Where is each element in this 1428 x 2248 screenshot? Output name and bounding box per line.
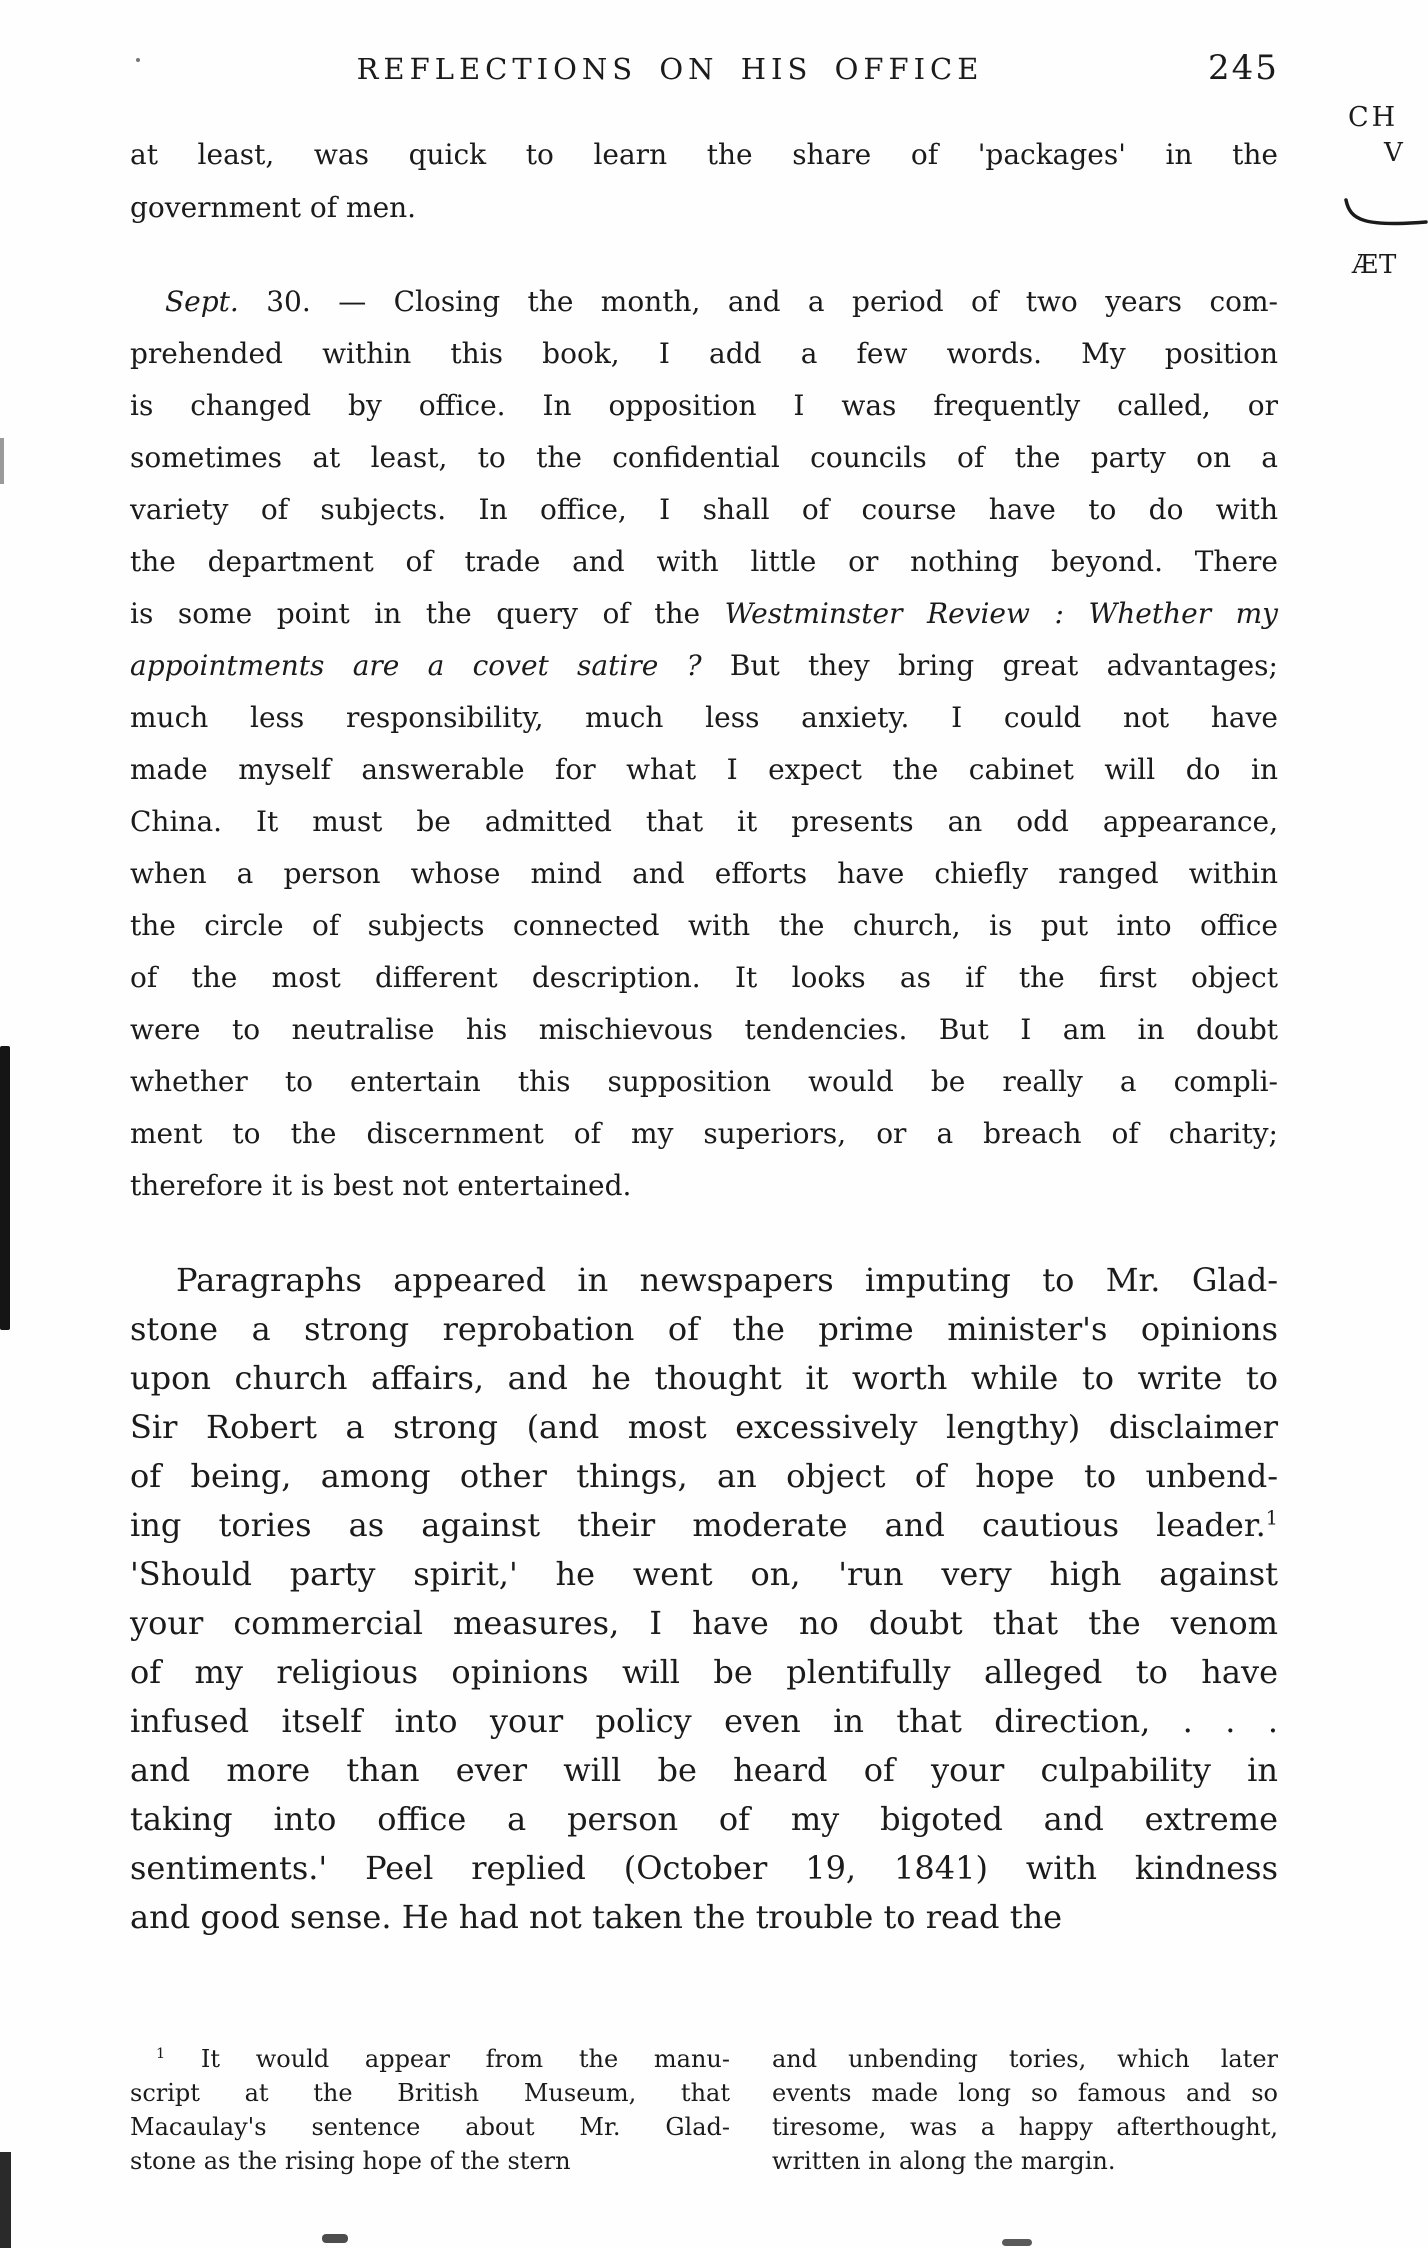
text-line — [130, 1697, 1278, 1746]
scan-artifact — [1002, 2239, 1032, 2246]
text-segment: sometimes at least, to the confidential councils of the party on a — [130, 441, 1278, 474]
text-segment: of the most different description. It looks as if the first object — [130, 961, 1278, 994]
text-line — [130, 900, 1278, 952]
margin-note-aetat: ÆT — [1352, 250, 1398, 280]
text-segment: Macaulay's sentence about Mr. Glad- — [130, 2113, 730, 2141]
text-segment: made myself answerable for what I expect the cabinet will do in — [130, 753, 1278, 786]
text-segment: stone a strong reprobation of the prime minister's opinions — [130, 1310, 1278, 1348]
text-line — [130, 1160, 1278, 1212]
text-segment: and unbending tories, which later — [772, 2045, 1278, 2073]
text-line — [130, 1550, 1278, 1599]
italic-text: Westminster Review : Whether my — [724, 597, 1279, 630]
text-line — [130, 484, 1278, 536]
text-segment: sentiments.' Peel replied (October 19, 1841) with kindness — [130, 1849, 1278, 1887]
text-segment: script at the British Museum, that — [130, 2079, 730, 2107]
scan-artifact — [0, 2152, 11, 2248]
text-line — [130, 1893, 1278, 1942]
text-segment: and good sense. He had not taken the trouble to read the — [130, 1898, 1063, 1936]
text-line — [130, 1354, 1278, 1403]
paragraph-diary-continuation — [130, 128, 1278, 234]
text-segment: 'Should party spirit,' he went on, 'run very high against — [130, 1555, 1278, 1593]
text-segment: taking into office a person of my bigoted and extreme — [130, 1800, 1278, 1838]
text-line — [130, 181, 1278, 234]
text-segment: is some point in the query of the — [130, 597, 725, 630]
text-segment: infused itself into your policy even in that direction, . . . — [130, 1702, 1278, 1740]
text-line — [130, 1452, 1278, 1501]
text-segment: ment to the discernment of my superiors, or a breach of charity; — [130, 1117, 1278, 1150]
text-line — [130, 640, 1278, 692]
text-line — [130, 1056, 1278, 1108]
text-line — [130, 1403, 1278, 1452]
text-segment: variety of subjects. In office, I shall of course have to do with — [130, 493, 1278, 526]
text-line — [130, 276, 1278, 328]
text-segment: of my religious opinions will be plentifully alleged to have — [130, 1653, 1278, 1691]
margin-note-chapter-numeral: V — [1384, 138, 1403, 168]
text-line — [130, 1648, 1278, 1697]
text-segment: written in along the margin. — [772, 2147, 1116, 2175]
text-line — [772, 2144, 1278, 2178]
text-line — [130, 536, 1278, 588]
scan-artifact — [0, 438, 4, 484]
text-segment: is changed by office. In opposition I was frequently called, or — [130, 389, 1278, 422]
text-line — [130, 1599, 1278, 1648]
text-segment: prehended within this book, I add a few words. My position — [130, 337, 1278, 370]
text-segment: Sir Robert a strong (and most excessively lengthy) disclaimer — [130, 1408, 1278, 1446]
text-segment: the circle of subjects connected with the church, is put into office — [130, 909, 1278, 942]
text-line — [130, 952, 1278, 1004]
text-line — [130, 588, 1278, 640]
footnote-column-left — [130, 2042, 730, 2178]
italic-text: Sept. — [165, 285, 239, 318]
text-segment: whether to entertain this supposition would be really a compli- — [130, 1065, 1278, 1098]
text-line — [772, 2042, 1278, 2076]
text-segment: your commercial measures, I have no doubt that the venom — [130, 1604, 1278, 1642]
text-segment: of being, among other things, an object of hope to unbend- — [130, 1457, 1278, 1495]
text-line — [130, 692, 1278, 744]
text-segment: were to neutralise his mischievous tendencies. But I am in doubt — [130, 1013, 1278, 1046]
text-segment: It would appear from the manu- — [165, 2045, 730, 2073]
text-line — [130, 1305, 1278, 1354]
text-line — [130, 380, 1278, 432]
text-line — [772, 2076, 1278, 2110]
text-segment: 30. — Closing the month, and a period of two years com- — [238, 285, 1278, 318]
text-line — [130, 328, 1278, 380]
paragraph-narrative — [130, 1256, 1278, 1942]
text-segment: government of men. — [130, 191, 417, 224]
text-segment: upon church affairs, and he thought it worth while to write to — [130, 1359, 1278, 1397]
text-segment: when a person whose mind and efforts have chiefly ranged within — [130, 857, 1278, 890]
footnote-ref: 1 — [1265, 1506, 1278, 1530]
text-line — [130, 1501, 1278, 1550]
text-line — [130, 128, 1278, 181]
running-title: REFLECTIONS ON HIS OFFICE — [356, 52, 984, 86]
italic-text: appointments are a covet satire ? — [130, 649, 702, 682]
text-line — [130, 2144, 730, 2178]
text-segment: therefore it is best not entertained. — [130, 1169, 632, 1202]
text-line — [130, 1844, 1278, 1893]
text-line — [130, 744, 1278, 796]
text-line — [772, 2110, 1278, 2144]
text-segment: events made long so famous and so — [772, 2079, 1278, 2107]
text-line — [130, 432, 1278, 484]
text-line — [130, 1004, 1278, 1056]
text-segment: Paragraphs appeared in newspapers imputing to Mr. Glad- — [176, 1261, 1278, 1299]
text-line — [130, 2110, 730, 2144]
text-line — [130, 1746, 1278, 1795]
text-segment: China. It must be admitted that it presents an odd appearance, — [130, 805, 1278, 838]
text-line — [130, 796, 1278, 848]
text-line — [130, 1108, 1278, 1160]
footnote-section — [130, 2042, 1278, 2178]
text-line — [130, 848, 1278, 900]
brace-flourish-icon — [1342, 196, 1428, 244]
text-segment: stone as the rising hope of the stern — [130, 2147, 571, 2175]
text-segment: the department of trade and with little or nothing beyond. There — [130, 545, 1278, 578]
text-line — [130, 1795, 1278, 1844]
footnote-ref: 1 — [156, 2046, 166, 2062]
text-segment: and more than ever will be heard of your culpability in — [130, 1751, 1278, 1789]
margin-note-chapter-abbrev: CH — [1348, 102, 1399, 133]
text-line — [130, 1256, 1278, 1305]
paragraph-diary-entry — [130, 276, 1278, 1212]
text-segment: But they bring great advantages; — [701, 649, 1278, 682]
scan-artifact — [322, 2234, 348, 2243]
text-segment: ing tories as against their moderate and cautious leader. — [130, 1506, 1266, 1544]
page-number: 245 — [1208, 48, 1279, 88]
footnote-column-right — [772, 2042, 1278, 2178]
text-segment: at least, was quick to learn the share of 'packages' in the — [130, 138, 1278, 171]
text-segment: tiresome, was a happy afterthought, — [772, 2113, 1278, 2141]
scan-artifact — [0, 1046, 10, 1330]
text-line — [130, 2042, 730, 2076]
text-line — [130, 2076, 730, 2110]
text-segment: much less responsibility, much less anxiety. I could not have — [130, 701, 1278, 734]
